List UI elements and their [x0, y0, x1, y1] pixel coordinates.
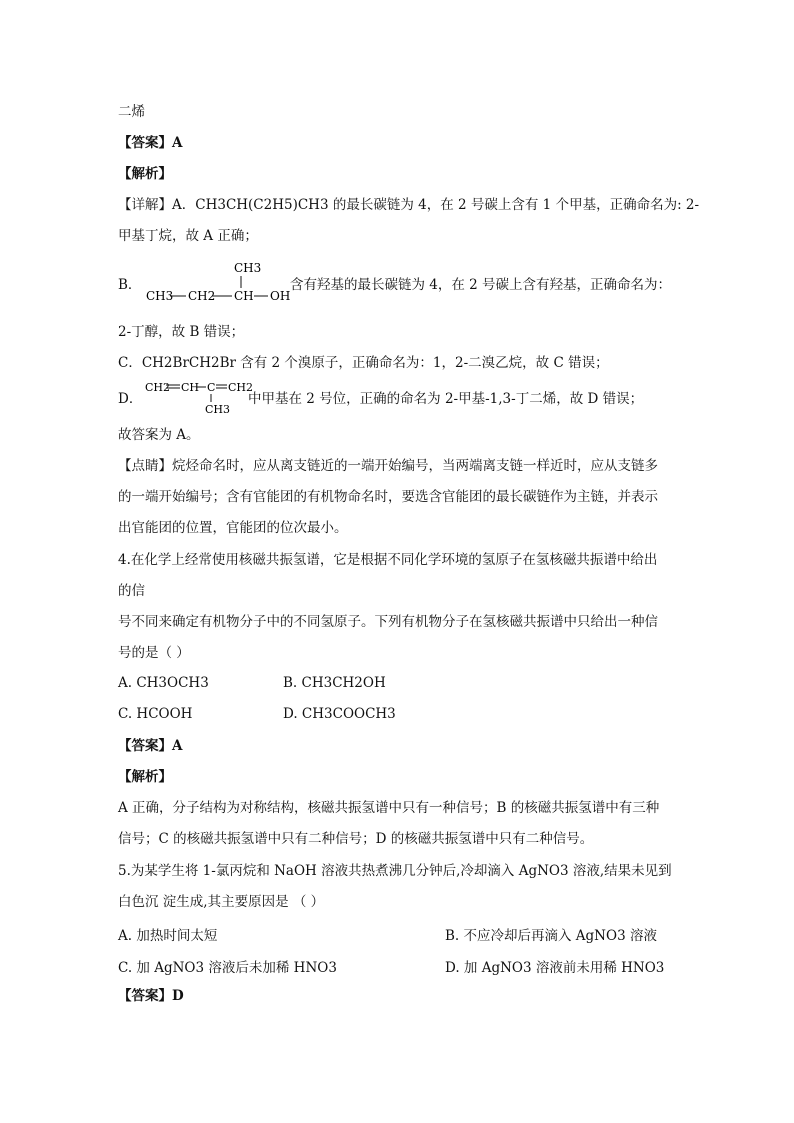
- explanation-line-2: 信号；C 的核磁共振氢谱中只有二种信号；D 的核磁共振氢谱中只有二种信号。: [118, 831, 594, 847]
- structure-b-2-butanol: [140, 258, 292, 308]
- structure-d-methyl: CH3: [205, 403, 231, 416]
- structure-d-atom: CH2: [228, 381, 253, 394]
- q5-option-b: B. 不应冷却后再滴入 AgNO3 溶液: [445, 928, 657, 944]
- conclusion: 故答案为 A。: [118, 427, 200, 443]
- analysis-heading: 【解析】: [118, 769, 172, 785]
- q5-option-c: C. 加 AgNO3 溶液后未加稀 HNO3: [118, 960, 337, 976]
- structure-b-atom: CH2: [188, 289, 216, 303]
- structure-d-atom: C: [207, 381, 216, 394]
- structure-b-atom: CH3: [146, 289, 174, 303]
- q4-option-a: A. CH3OCH3: [118, 675, 209, 691]
- q4-option-d: D. CH3COOCH3: [283, 706, 396, 722]
- structure-d-isoprene: [143, 377, 253, 417]
- question-4-line-1: 4.在化学上经常使用核磁共振氢谱，它是根据不同化学环境的氢原子在氢核磁共振谱中给出: [118, 552, 658, 568]
- explanation-line-1: A 正确，分子结构为对称结构，核磁共振氢谱中只有一种信号；B 的核磁共振氢谱中有三种: [118, 800, 660, 816]
- question-5-line-2: 白色沉 淀生成,其主要原因是 （ ）: [118, 894, 325, 910]
- structure-d-atom: CH: [181, 381, 200, 394]
- text-line: 二烯: [118, 104, 145, 120]
- tip-line-1: 【点睛】烷烃命名时，应从离支链近的一端开始编号，当两端离支链一样近时，应从支链多: [118, 458, 658, 474]
- question-4-line-4: 号的是（ ）: [118, 645, 190, 661]
- tip-line-3: 出官能团的位置，官能团的位次最小。: [118, 520, 348, 536]
- structure-b-atom: CH: [234, 289, 254, 303]
- q4-option-b: B. CH3CH2OH: [283, 675, 386, 691]
- option-b-line-2: 2-丁醇，故 B 错误；: [118, 324, 245, 340]
- question-4-line-3: 号不同来确定有机物分子中的不同氢原子。下列有机物分子在氢核磁共振谱中只给出一种信: [118, 614, 658, 630]
- answer-heading: 【答案】A: [118, 738, 183, 754]
- tip-line-2: 的一端开始编号；含有官能团的有机物命名时，要选含官能团的最长碳链作为主链，并表示: [118, 489, 658, 505]
- answer-heading: 【答案】D: [118, 988, 184, 1004]
- analysis-heading: 【解析】: [118, 166, 172, 182]
- question-5-line-1: 5.为某学生将 1-氯丙烷和 NaOH 溶液共热煮沸几分钟后,冷却滴入 AgNO3 溶液,结果未见到: [118, 863, 672, 879]
- answer-heading: 【答案】A: [118, 135, 183, 151]
- structure-d-atom: CH2: [145, 381, 171, 394]
- question-4-line-2: 的信: [118, 583, 145, 599]
- option-b-label: B．: [118, 277, 142, 293]
- structure-b-atom: OH: [270, 289, 291, 303]
- detail-a-line-1: 【详解】A．CH3CH(C2H5)CH3 的最长碳链为 4，在 2 号碳上含有 1 个甲基，正确命名为: 2-: [118, 197, 700, 213]
- q5-option-a: A. 加热时间太短: [118, 928, 218, 944]
- option-c-line: C．CH2BrCH2Br 含有 2 个溴原子，正确命名为：1，2-二溴乙烷，故 C 错误；: [118, 355, 609, 371]
- structure-b-top-group: CH3: [234, 261, 262, 275]
- option-d-text: 中甲基在 2 号位，正确的命名为 2-甲基-1,3-丁二烯，故 D 错误；: [248, 391, 644, 407]
- option-b-text: 含有羟基的最长碳链为 4，在 2 号碳上含有羟基，正确命名为：: [290, 277, 672, 293]
- detail-a-line-2: 甲基丁烷，故 A 正确；: [118, 228, 258, 244]
- q4-option-c: C. HCOOH: [118, 706, 193, 722]
- q5-option-d: D. 加 AgNO3 溶液前未用稀 HNO3: [445, 960, 665, 976]
- option-d-label: D．: [118, 391, 143, 407]
